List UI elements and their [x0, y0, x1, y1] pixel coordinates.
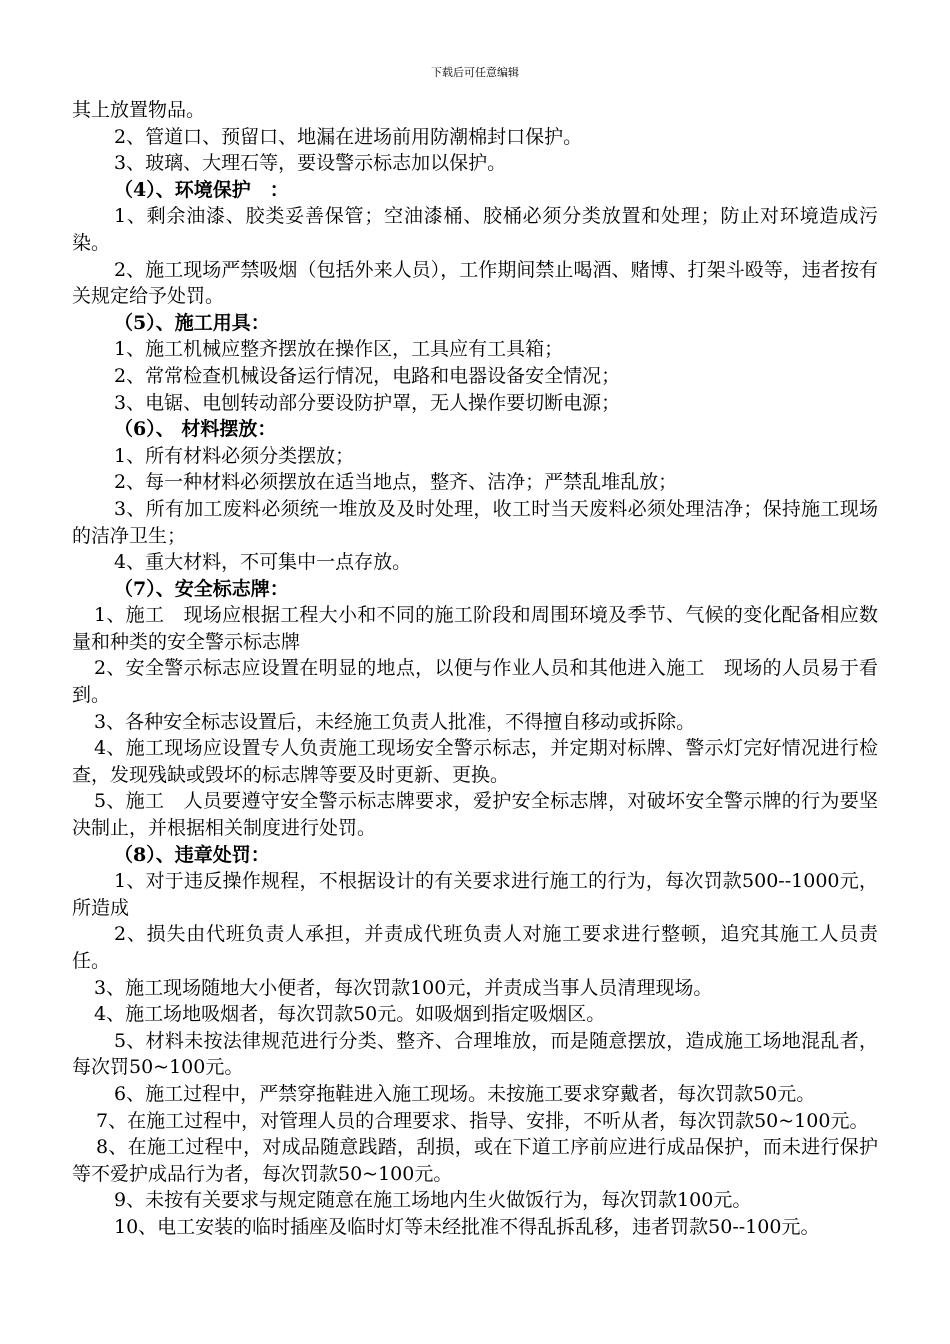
paragraph: 6、施工过程中，严禁穿拖鞋进入施工现场。未按施工要求穿戴者，每次罚款50元。 — [114, 1082, 816, 1105]
paragraph: 10、电工安装的临时插座及临时灯等未经批准不得乱拆乱移，违者罚款50--100元。 — [114, 1215, 820, 1238]
paragraph: 7、在施工过程中，对管理人员的合理要求、指导、安排，不听从者，每次罚款50~100元。 — [96, 1109, 869, 1132]
paragraph: 4、重大材料，不可集中一点存放。 — [114, 551, 412, 574]
paragraph: 3、各种安全标志设置后，未经施工负责人批准，不得擅自移动或拆除。 — [94, 710, 696, 733]
paragraph: 其上放置物品。 — [72, 99, 206, 121]
paragraph: 2、安全警示标志应设置在明显的地点，以便与作业人员和其他进入施工 现场的人员易于看到。 — [72, 657, 878, 707]
paragraph: 3、玻璃、大理石等，要设警示标志加以保护。 — [114, 152, 507, 175]
paragraph: 3、电锯、电刨转动部分要设防护罩，无人操作要切断电源； — [114, 391, 621, 414]
section-heading: （7）、安全标志牌： — [114, 577, 289, 600]
section-heading: （4）、环境保护 ： — [114, 178, 289, 201]
paragraph: 4、施工场地吸烟者，每次罚款50元。如吸烟到指定吸烟区。 — [94, 1003, 606, 1026]
paragraph: 9、未按有关要求与规定随意在施工场地内生火做饭行为，每次罚款100元。 — [114, 1189, 752, 1212]
paragraph: 1、对于违反操作规程，不根据设计的有关要求进行施工的行为，每次罚款500--1000元，所造成 — [72, 870, 878, 919]
paragraph: 3、所有加工废料必须统一堆放及及时处理，收工时当天废料必须处理洁净；保持施工现场的洁净卫生； — [72, 497, 878, 547]
paragraph: 2、管道口、预留口、地漏在进场前用防潮棉封口保护。 — [114, 125, 583, 148]
paragraph: 2、常常检查机械设备运行情况，电路和电器设备安全情况； — [114, 364, 621, 387]
paragraph: 5、施工 人员要遵守安全警示标志牌要求，爱护安全标志牌，对破坏安全警示牌的行为要坚决制止，并根据相关制度进行处罚。 — [72, 790, 878, 840]
paragraph: 2、损失由代班负责人承担，并责成代班负责人对施工要求进行整顿，追究其施工人员责任。 — [72, 923, 878, 972]
paragraph: 8、在施工过程中，对成品随意践踏，刮损，或在下道工序前应进行成品保护，而未进行保护等不爱护成品行为者，每次罚款50~100元。 — [72, 1136, 878, 1185]
paragraph: 1、施工机械应整齐摆放在操作区，工具应有工具箱； — [114, 338, 564, 361]
paragraph: 1、剩余油漆、胶类妥善保管；空油漆桶、胶桶必须分类放置和处理；防止对环境造成污染。 — [72, 205, 878, 254]
page-header-note: 下载后可任意编辑 — [431, 66, 519, 79]
paragraph: 1、施工 现场应根据工程大小和不同的施工阶段和周围环境及季节、气候的变化配备相应数量和种类的安全警示标志牌 — [72, 604, 878, 653]
paragraph: 4、施工现场应设置专人负责施工现场安全警示标志，并定期对标牌、警示灯完好情况进行检查，发现残缺或毁坏的标志牌等要及时更新、更换。 — [72, 737, 878, 786]
document-body — [72, 97, 878, 1241]
section-heading: （8）、违章处罚： — [114, 843, 270, 866]
section-heading: （6）、 材料摆放： — [114, 418, 277, 441]
paragraph: 5、材料未按法律规范进行分类、整齐、合理堆放，而是随意摆放，造成施工场地混乱者，每次罚50~100元。 — [72, 1029, 878, 1079]
paragraph: 2、施工现场严禁吸烟（包括外来人员），工作期间禁止喝酒、赌博、打架斗殴等，违者按有关规定给予处罚。 — [72, 258, 878, 308]
section-heading: （5）、施工用具： — [114, 311, 270, 334]
paragraph: 1、所有材料必须分类摆放； — [114, 444, 355, 467]
paragraph: 2、每一种材料必须摆放在适当地点，整齐、洁净；严禁乱堆乱放； — [114, 471, 678, 494]
paragraph: 3、施工现场随地大小便者，每次罚款100元，并责成当事人员清理现场。 — [94, 976, 713, 999]
